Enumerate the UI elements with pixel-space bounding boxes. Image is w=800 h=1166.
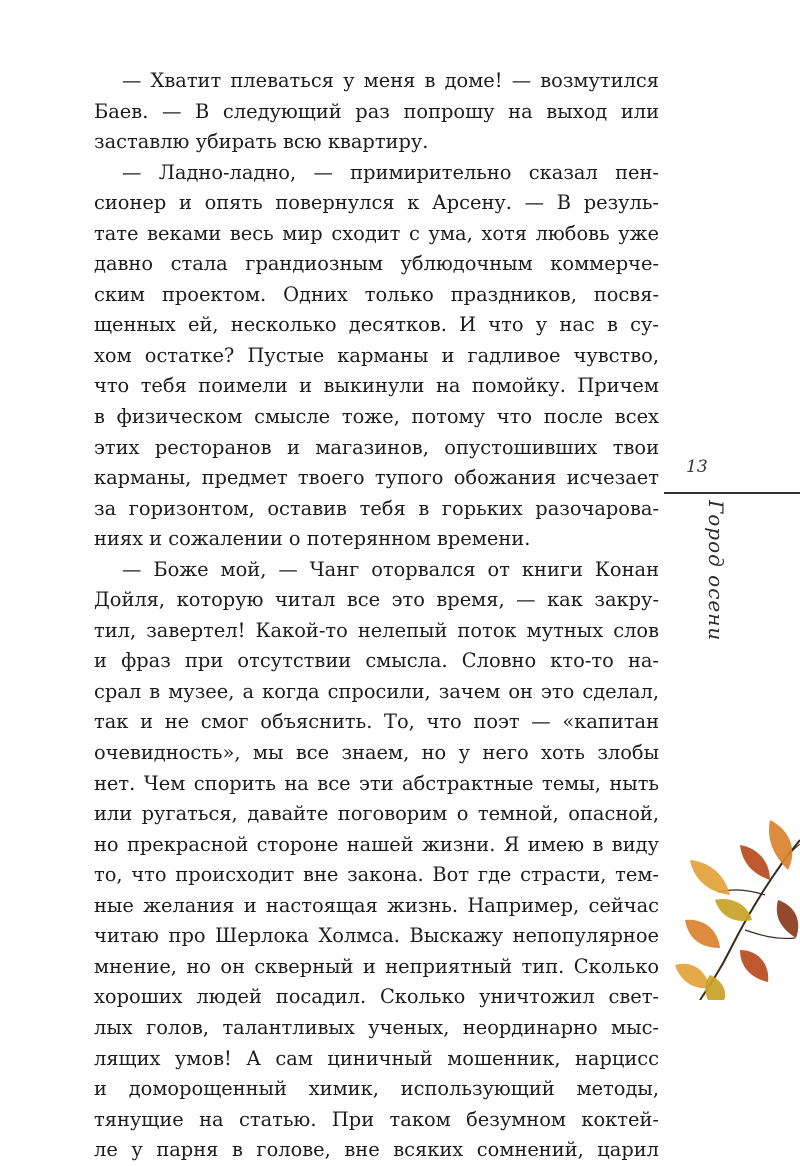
text-line: тил, завертел! Какой-то нелепый поток мутных слов bbox=[94, 618, 659, 642]
leaf bbox=[769, 820, 792, 870]
text-line: но прекрасной стороне нашей жизни. Я имею в виду bbox=[94, 832, 659, 856]
text-line: ле у парня в голове, вне всяких сомнений, царил bbox=[94, 1138, 659, 1162]
text-line: лых голов, талантливых ученых, неординарно мыс- bbox=[94, 1015, 659, 1039]
header-rule bbox=[664, 492, 800, 494]
text-line: тате веками весь мир сходит с ума, хотя любовь уже bbox=[94, 221, 659, 245]
leaf bbox=[715, 899, 752, 921]
text-line: хороших людей посадил. Сколько уничтожил свет- bbox=[94, 985, 659, 1009]
leaf bbox=[690, 860, 730, 895]
text-line: заставлю убирать всю квартиру. bbox=[94, 130, 429, 154]
text-line: то, что происходит вне закона. Вот где страсти, тем- bbox=[94, 863, 659, 887]
autumn-leaves-illustration bbox=[670, 800, 800, 1000]
page-number: 13 bbox=[686, 457, 708, 477]
text-line: читаю про Шерлока Холмса. Выскажу непопулярное bbox=[94, 924, 659, 948]
text-line: что тебя поимели и выкинули на помойку. Причем bbox=[94, 374, 659, 398]
text-line: ским проектом. Одних только праздников, посвя- bbox=[94, 282, 659, 306]
text-line: за горизонтом, оставив тебя в горьких разочарова- bbox=[94, 496, 659, 520]
text-line: сионер и опять повернулся к Арсену. — В резуль- bbox=[94, 191, 659, 215]
text-line: тянущие на статью. При таком безумном коктей- bbox=[94, 1107, 659, 1131]
leaf bbox=[740, 950, 768, 982]
leaf bbox=[685, 920, 720, 948]
text-line: или ругаться, давайте поговорим о темной, опасной, bbox=[94, 802, 659, 826]
text-line: — Ладно-ладно, — примирительно сказал пен- bbox=[122, 160, 659, 184]
text-line: мнение, но он скверный и неприятный тип. Сколько bbox=[94, 954, 659, 978]
text-line: ные желания и настоящая жизнь. Например, сейчас bbox=[94, 893, 659, 917]
running-title bbox=[700, 500, 728, 650]
text-line: в физическом смысле тоже, потому что после всех bbox=[94, 405, 659, 429]
text-line: и фраз при отсутствии смысла. Словно кто-то на- bbox=[94, 649, 659, 673]
text-line: очевидность», мы все знаем, но у него хоть злобы bbox=[94, 741, 659, 765]
leaf bbox=[740, 845, 770, 880]
body-text bbox=[94, 66, 659, 1166]
leaf bbox=[675, 964, 710, 989]
text-line: нет. Чем спорить на все эти абстрактные темы, ныть bbox=[94, 771, 659, 795]
leaf bbox=[777, 900, 798, 938]
text-line: этих ресторанов и магазинов, опустошивших твои bbox=[94, 435, 659, 459]
leaf bbox=[705, 975, 725, 1000]
text-line: давно стала грандиозным ублюдочным коммерче- bbox=[94, 252, 659, 276]
text-line: срал в музее, а когда спросили, зачем он это сделал, bbox=[94, 679, 659, 703]
text-line: так и не смог объяснить. То, что поэт — «капитан bbox=[94, 710, 659, 734]
text-line: ниях и сожалении о потерянном времени. bbox=[94, 527, 531, 551]
text-line: хом остатке? Пустые карманы и гадливое чувство, bbox=[94, 343, 659, 367]
text-line: — Боже мой, — Чанг оторвался от книги Конан bbox=[122, 557, 659, 581]
text-line: лящих умов! А сам циничный мошенник, нарцисс bbox=[94, 1046, 659, 1070]
text-line: и доморощенный химик, использующий методы, bbox=[94, 1077, 659, 1101]
text-line: Дойля, которую читал все это время, — как закру- bbox=[94, 588, 659, 612]
text-line: карманы, предмет твоего тупого обожания исчезает bbox=[94, 466, 659, 490]
running-title-text: Город осени bbox=[704, 500, 728, 642]
text-line: щенных ей, несколько десятков. И что у нас в су- bbox=[94, 313, 659, 337]
text-line: — Хватит плеваться у меня в доме! — возмутился bbox=[122, 69, 659, 92]
text-line: Баев. — В следующий раз попрошу на выход или bbox=[94, 99, 659, 123]
